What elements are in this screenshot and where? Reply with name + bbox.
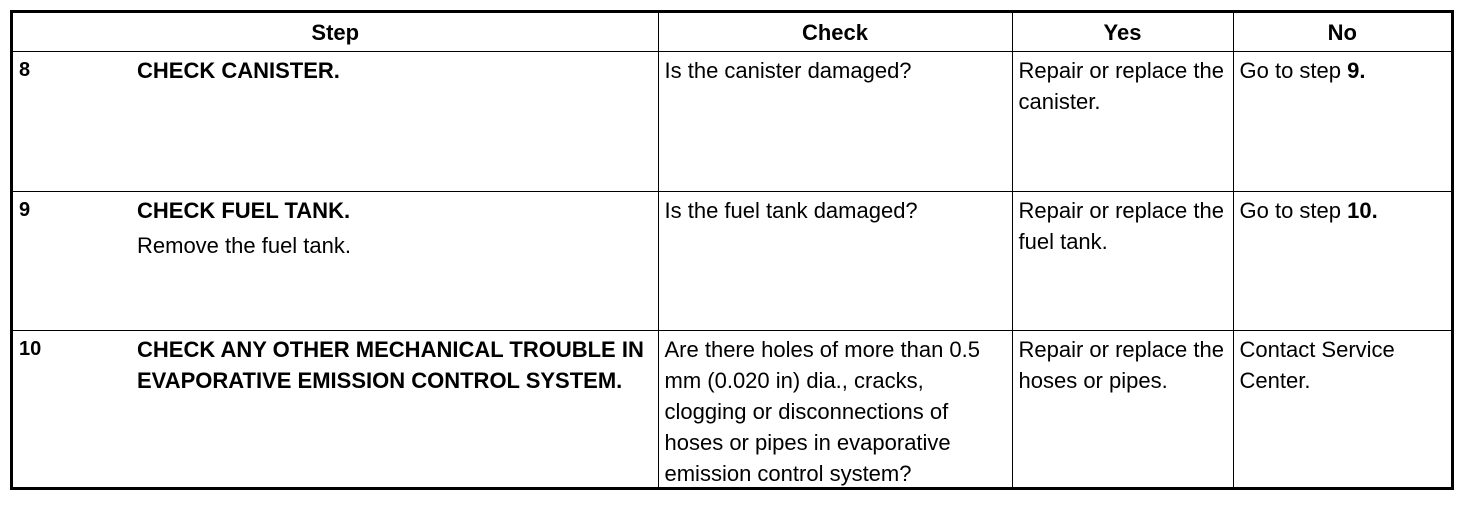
step-number: 10 [19,338,42,360]
no-cell [1233,192,1451,331]
header-check: Check [658,13,1012,52]
step-cell [13,331,658,490]
yes-action: Repair or replace the hoses or pipes. [1018,337,1224,393]
step-cell [13,192,658,331]
step-number: 9 [19,199,31,221]
check-cell [658,192,1012,331]
header-no: No [1233,13,1451,52]
table-row [13,52,1451,192]
yes-cell [1012,331,1233,490]
diagnostic-table-frame [10,10,1454,490]
table-header-row [13,13,1451,52]
check-question: Is the fuel tank damaged? [664,198,918,223]
check-cell [658,331,1012,490]
no-action-step-ref: 10. [1347,198,1378,223]
step-title: CHECK CANISTER. [137,58,340,83]
no-action-text: Go to step [1239,198,1348,223]
yes-cell [1012,52,1233,192]
no-cell [1233,331,1451,490]
step-title: CHECK FUEL TANK. [137,198,351,223]
yes-action: Repair or replace the canister. [1018,58,1224,114]
no-action [1234,52,1452,86]
step-title: CHECK ANY OTHER MECHANICAL TROUBLE IN EVAPORATIVE EMISSION CONTROL SYSTEM. [137,337,644,393]
no-action [1234,192,1452,226]
diagnostic-table [13,13,1451,489]
yes-action: Repair or replace the fuel tank. [1018,198,1224,254]
no-action-step-ref: 9. [1347,58,1366,83]
header-step: Step [13,13,658,52]
step-description: Remove the fuel tank. [137,233,352,258]
table-row [13,192,1451,331]
yes-cell [1012,192,1233,331]
check-cell [658,52,1012,192]
no-action-text: Go to step [1239,58,1348,83]
table-row [13,331,1451,490]
header-yes: Yes [1012,13,1233,52]
step-cell [13,52,658,192]
no-action [1234,331,1452,396]
check-question: Are there holes of more than 0.5 mm (0.020 in) dia., cracks, clogging or disconnections of hoses or pipes in evaporative emission control system? [664,337,981,486]
step-number: 8 [19,59,31,81]
check-question: Is the canister damaged? [664,58,912,83]
no-cell [1233,52,1451,192]
no-action-text: Contact Service Center. [1239,337,1395,393]
